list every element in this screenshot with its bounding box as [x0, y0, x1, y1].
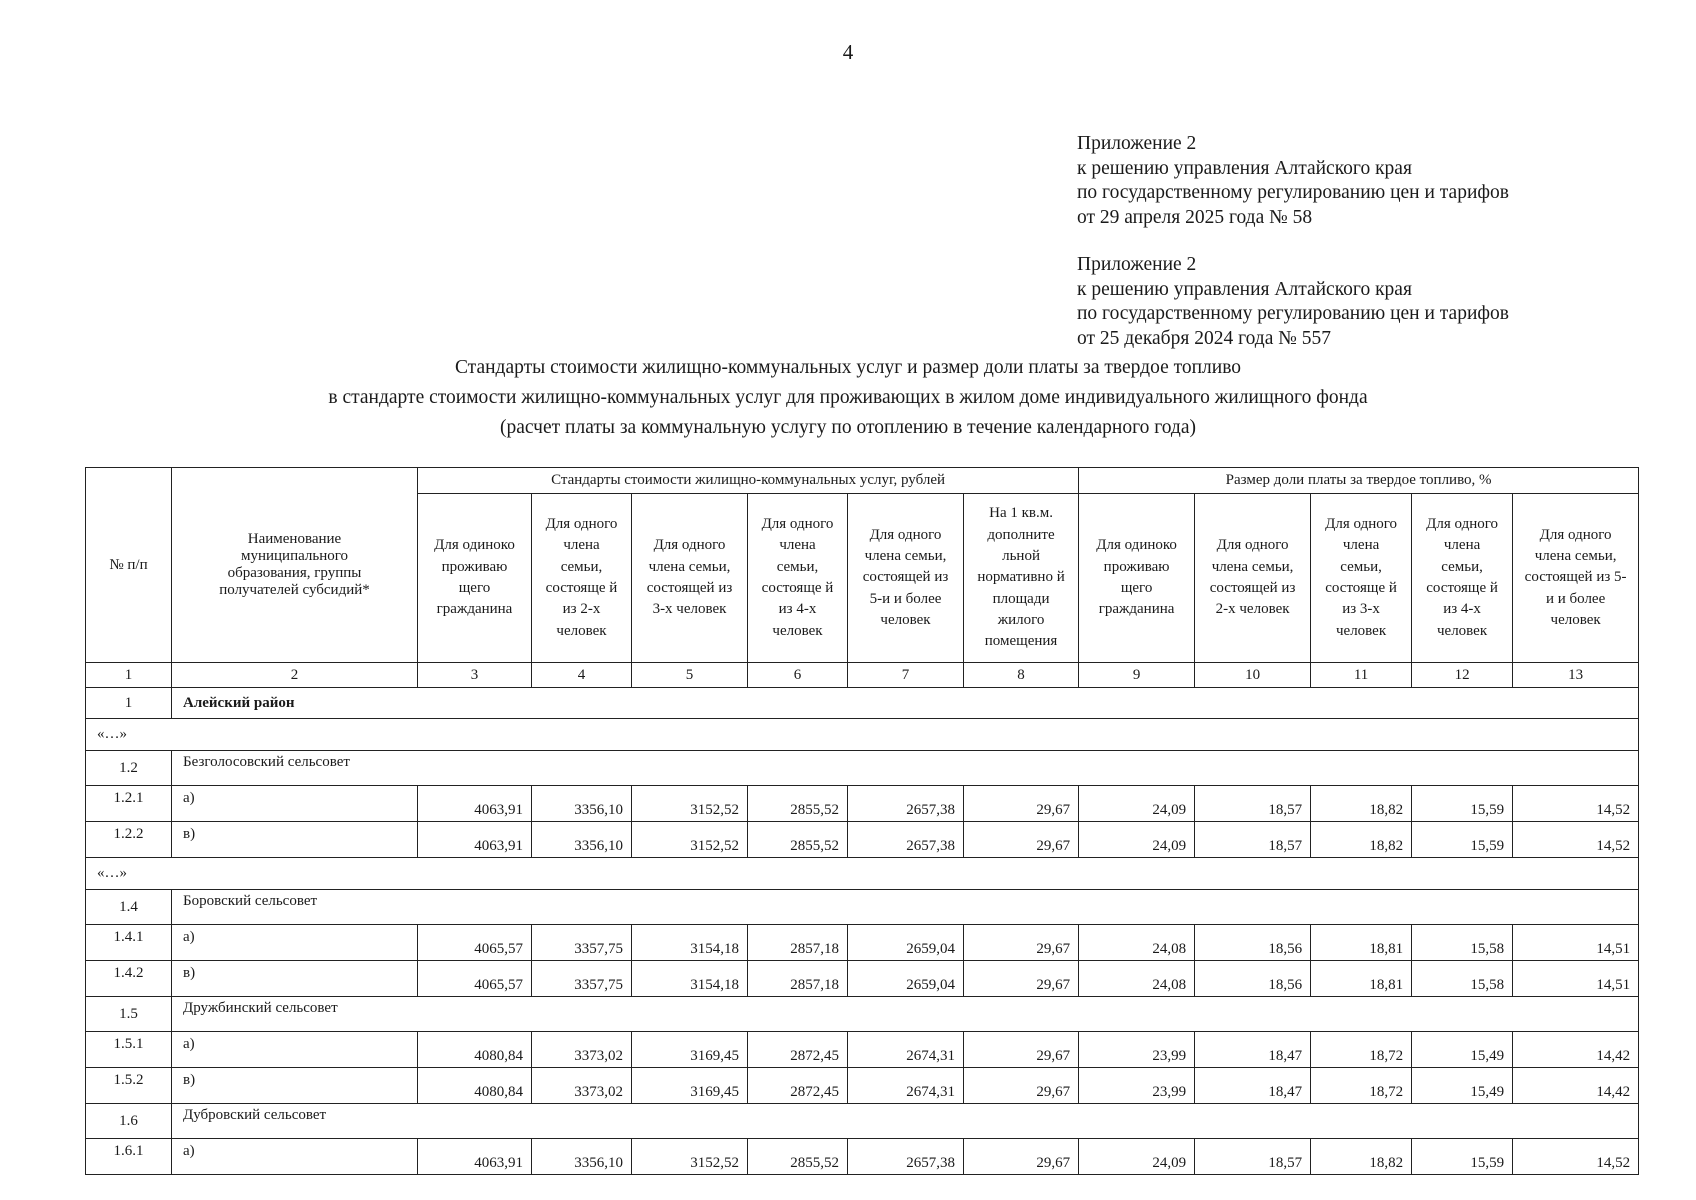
header-row-groups: [86, 468, 1639, 494]
value-cell: 29,67: [964, 925, 1079, 961]
value-cell: 3356,10: [532, 786, 632, 822]
appendix-line: по государственному регулированию цен и тарифов: [1077, 182, 1509, 203]
title-line: в стандарте стоимости жилищно-коммунальных услуг для проживающих в жилом доме индивидуального жилищного фонда: [328, 387, 1368, 408]
section-number: 1.5: [86, 997, 172, 1032]
value-cell: 3152,52: [632, 786, 748, 822]
region-number: 1: [86, 688, 172, 719]
row-label: а): [172, 1032, 418, 1068]
table-row: [86, 822, 1639, 858]
value-cell: 3373,02: [532, 1068, 632, 1104]
value-cell: 3152,52: [632, 822, 748, 858]
value-cell: 15,49: [1412, 1032, 1513, 1068]
value-cell: 4080,84: [418, 1068, 532, 1104]
ellipsis-row: [86, 858, 1639, 890]
column-number: 7: [848, 663, 964, 688]
appendix-line: Приложение 2: [1077, 133, 1197, 154]
column-number: 9: [1079, 663, 1195, 688]
header-row-numbers: [86, 663, 1639, 688]
value-cell: 4065,57: [418, 961, 532, 997]
value-cell: 29,67: [964, 822, 1079, 858]
section-name: Дубровский сельсовет: [172, 1104, 1639, 1139]
appendix-line: Приложение 2: [1077, 254, 1197, 275]
value-cell: 15,58: [1412, 925, 1513, 961]
value-cell: 4080,84: [418, 1032, 532, 1068]
row-label: в): [172, 822, 418, 858]
value-cell: 18,72: [1311, 1032, 1412, 1068]
row-label: а): [172, 1139, 418, 1175]
column-number: 13: [1513, 663, 1639, 688]
value-cell: 2674,31: [848, 1032, 964, 1068]
appendix-block-original: [1077, 253, 1509, 351]
row-number: 1.2.1: [86, 786, 172, 822]
value-cell: 2855,52: [748, 822, 848, 858]
column-number: 10: [1195, 663, 1311, 688]
value-cell: 24,08: [1079, 925, 1195, 961]
value-cell: 18,47: [1195, 1032, 1311, 1068]
row-number: 1.6.1: [86, 1139, 172, 1175]
row-number: 1.2.2: [86, 822, 172, 858]
header-col: Для одного члена семьи, состоящей из 5-и и более человек: [848, 494, 964, 663]
value-cell: 3356,10: [532, 822, 632, 858]
value-cell: 14,51: [1513, 925, 1639, 961]
value-cell: 3356,10: [532, 1139, 632, 1175]
value-cell: 2659,04: [848, 961, 964, 997]
region-name: Алейский район: [172, 688, 1639, 719]
value-cell: 24,08: [1079, 961, 1195, 997]
value-cell: 2872,45: [748, 1032, 848, 1068]
section-row: [86, 751, 1639, 786]
section-name: Боровский сельсовет: [172, 890, 1639, 925]
header-name: Наименование муниципального образования, группы получателей субсидий*: [172, 468, 418, 663]
column-number: 6: [748, 663, 848, 688]
value-cell: 2855,52: [748, 1139, 848, 1175]
table-row: [86, 786, 1639, 822]
value-cell: 3154,18: [632, 961, 748, 997]
section-number: 1.2: [86, 751, 172, 786]
value-cell: 23,99: [1079, 1068, 1195, 1104]
row-label: в): [172, 961, 418, 997]
value-cell: 24,09: [1079, 822, 1195, 858]
value-cell: 18,57: [1195, 1139, 1311, 1175]
header-col: На 1 кв.м. дополните льной нормативно й площади жилого помещения: [964, 494, 1079, 663]
row-label: а): [172, 786, 418, 822]
value-cell: 4063,91: [418, 822, 532, 858]
value-cell: 18,81: [1311, 925, 1412, 961]
value-cell: 2855,52: [748, 786, 848, 822]
header-group-fuel: Размер доли платы за твердое топливо, %: [1079, 468, 1639, 494]
value-cell: 18,57: [1195, 822, 1311, 858]
column-number: 12: [1412, 663, 1513, 688]
value-cell: 3373,02: [532, 1032, 632, 1068]
column-number: 11: [1311, 663, 1412, 688]
value-cell: 18,57: [1195, 786, 1311, 822]
value-cell: 2659,04: [848, 925, 964, 961]
value-cell: 15,59: [1412, 1139, 1513, 1175]
column-number: 2: [172, 663, 418, 688]
value-cell: 29,67: [964, 1032, 1079, 1068]
row-number: 1.5.1: [86, 1032, 172, 1068]
column-number: 3: [418, 663, 532, 688]
ellipsis-row: [86, 719, 1639, 751]
value-cell: 4063,91: [418, 786, 532, 822]
header-col: Для одного члена семьи, состоящей из 2-х человек: [1195, 494, 1311, 663]
value-cell: 14,42: [1513, 1068, 1639, 1104]
appendix-line: от 29 апреля 2025 года № 58: [1077, 206, 1313, 228]
table-row: [86, 1139, 1639, 1175]
value-cell: 18,81: [1311, 961, 1412, 997]
value-cell: 3154,18: [632, 925, 748, 961]
value-cell: 14,52: [1513, 1139, 1639, 1175]
appendix-block-current: [1077, 132, 1509, 230]
value-cell: 15,49: [1412, 1068, 1513, 1104]
value-cell: 14,52: [1513, 786, 1639, 822]
value-cell: 15,59: [1412, 786, 1513, 822]
value-cell: 2657,38: [848, 786, 964, 822]
value-cell: 3169,45: [632, 1032, 748, 1068]
value-cell: 29,67: [964, 786, 1079, 822]
value-cell: 2657,38: [848, 822, 964, 858]
header-col: Для одного члена семьи, состояще й из 2-х человек: [532, 494, 632, 663]
value-cell: 4063,91: [418, 1139, 532, 1175]
tariff-table: [85, 467, 1639, 1175]
value-cell: 18,47: [1195, 1068, 1311, 1104]
value-cell: 14,52: [1513, 822, 1639, 858]
value-cell: 15,59: [1412, 822, 1513, 858]
value-cell: 29,67: [964, 1139, 1079, 1175]
value-cell: 15,58: [1412, 961, 1513, 997]
column-number: 4: [532, 663, 632, 688]
section-number: 1.4: [86, 890, 172, 925]
header-col: Для одиноко проживаю щего гражданина: [418, 494, 532, 663]
value-cell: 23,99: [1079, 1032, 1195, 1068]
section-name: Дружбинский сельсовет: [172, 997, 1639, 1032]
section-row: [86, 1104, 1639, 1139]
column-number: 5: [632, 663, 748, 688]
value-cell: 3357,75: [532, 961, 632, 997]
page-number: 4: [842, 40, 854, 64]
value-cell: 18,72: [1311, 1068, 1412, 1104]
value-cell: 3152,52: [632, 1139, 748, 1175]
header-col: Для одного члена семьи, состояще й из 3-х человек: [1311, 494, 1412, 663]
appendix-line: к решению управления Алтайского края: [1077, 278, 1412, 300]
value-cell: 2857,18: [748, 961, 848, 997]
value-cell: 24,09: [1079, 1139, 1195, 1175]
value-cell: 2857,18: [748, 925, 848, 961]
table-row: [86, 961, 1639, 997]
header-group-standards: Стандарты стоимости жилищно-коммунальных услуг, рублей: [418, 468, 1079, 494]
table-row: [86, 1068, 1639, 1104]
ellipsis-marker: «…»: [86, 858, 1639, 890]
value-cell: 3169,45: [632, 1068, 748, 1104]
value-cell: 29,67: [964, 1068, 1079, 1104]
section-row: [86, 890, 1639, 925]
value-cell: 18,82: [1311, 1139, 1412, 1175]
title-line: Стандарты стоимости жилищно-коммунальных услуг и размер доли платы за твердое топливо: [454, 357, 1242, 378]
title-line: (расчет платы за коммунальную услугу по отоплению в течение календарного года): [500, 417, 1196, 438]
header-no: № п/п: [86, 468, 172, 663]
appendix-line: от 25 декабря 2024 года № 557: [1077, 327, 1331, 349]
value-cell: 14,51: [1513, 961, 1639, 997]
column-number: 1: [86, 663, 172, 688]
value-cell: 14,42: [1513, 1032, 1639, 1068]
table-row: [86, 1032, 1639, 1068]
header-col: Для одного члена семьи, состояще й из 4-х человек: [748, 494, 848, 663]
ellipsis-marker: «…»: [86, 719, 1639, 751]
value-cell: 24,09: [1079, 786, 1195, 822]
value-cell: 2674,31: [848, 1068, 964, 1104]
row-number: 1.4.1: [86, 925, 172, 961]
header-col: Для одного члена семьи, состояще й из 4-х человек: [1412, 494, 1513, 663]
value-cell: 18,56: [1195, 961, 1311, 997]
row-number: 1.5.2: [86, 1068, 172, 1104]
value-cell: 18,82: [1311, 822, 1412, 858]
table-row: [86, 925, 1639, 961]
value-cell: 2872,45: [748, 1068, 848, 1104]
section-number: 1.6: [86, 1104, 172, 1139]
appendix-line: по государственному регулированию цен и тарифов: [1077, 303, 1509, 324]
value-cell: 18,82: [1311, 786, 1412, 822]
value-cell: 18,56: [1195, 925, 1311, 961]
appendix-line: к решению управления Алтайского края: [1077, 157, 1412, 179]
section-row: [86, 997, 1639, 1032]
header-col: Для одного члена семьи, состоящей из 5-и и более человек: [1513, 494, 1639, 663]
value-cell: 2657,38: [848, 1139, 964, 1175]
row-label: в): [172, 1068, 418, 1104]
value-cell: 29,67: [964, 961, 1079, 997]
section-name: Безголосовский сельсовет: [172, 751, 1639, 786]
header-col: Для одиноко проживаю щего гражданина: [1079, 494, 1195, 663]
column-number: 8: [964, 663, 1079, 688]
header-col: Для одного члена семьи, состоящей из 3-х человек: [632, 494, 748, 663]
value-cell: 4065,57: [418, 925, 532, 961]
document-title: [0, 353, 1696, 443]
region-row: [86, 688, 1639, 719]
value-cell: 3357,75: [532, 925, 632, 961]
row-label: а): [172, 925, 418, 961]
row-number: 1.4.2: [86, 961, 172, 997]
